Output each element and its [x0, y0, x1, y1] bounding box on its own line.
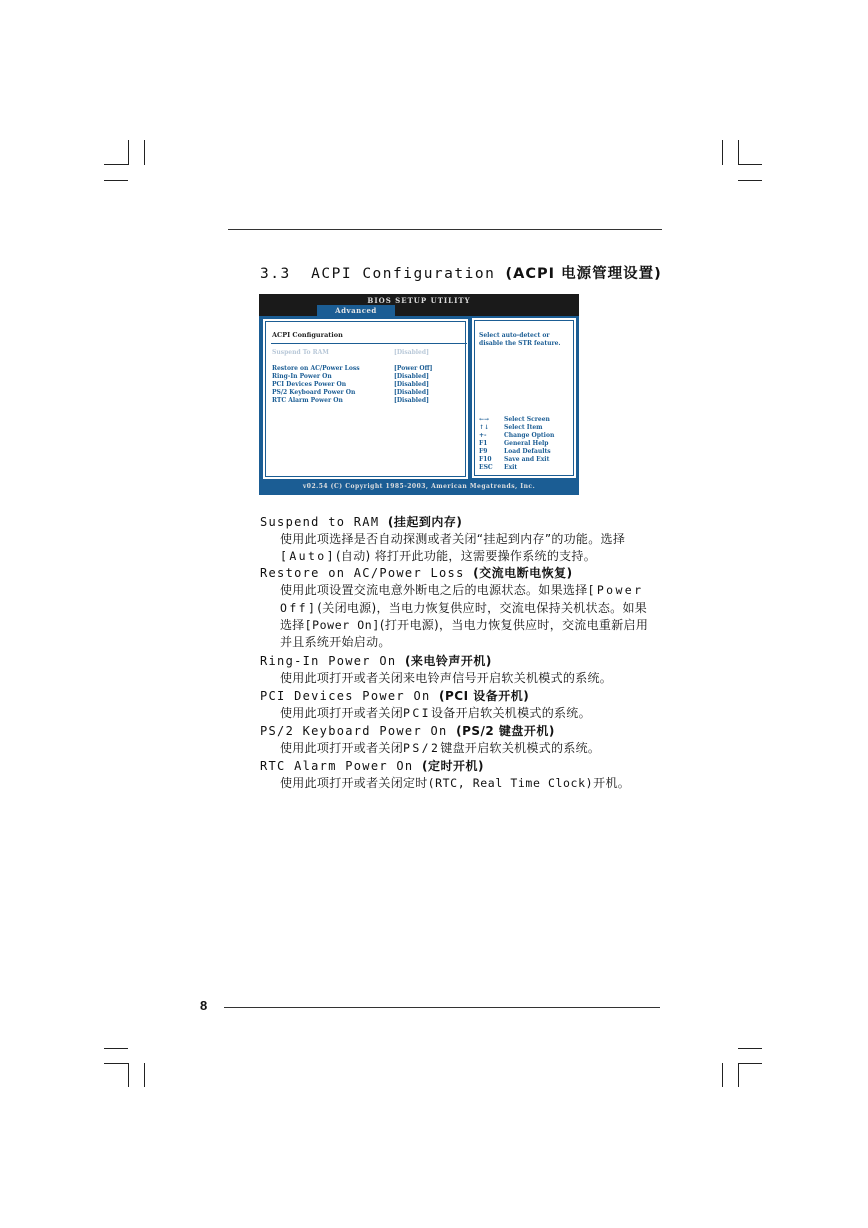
crop-mark — [104, 1048, 128, 1049]
item-text-restore-4: 并且系统开始启动。 — [280, 635, 391, 649]
mono-text: [Power On] — [304, 618, 380, 632]
crop-mark — [104, 164, 128, 165]
bios-main-panel — [262, 318, 469, 480]
item-heading-rtc — [260, 757, 484, 774]
bios-key-row — [479, 448, 554, 456]
item-text-restore-3 — [280, 616, 648, 633]
crop-mark — [722, 1063, 723, 1087]
bios-help-text: Select auto-detect or disable the STR feature. — [479, 332, 561, 347]
footer-rule — [224, 1007, 660, 1008]
text: (自动) 将打开此功能，这需要操作系统的支持。 — [335, 549, 597, 563]
item-text-ringin: 使用此项打开或者关闭来电铃声信号开启软关机模式的系统。 — [280, 671, 613, 685]
crop-mark — [738, 164, 762, 165]
bios-key-desc: Select Screen — [504, 416, 550, 423]
text: 选择 — [280, 618, 305, 632]
section-title-cn: (ACPI 电源管理设置) — [505, 266, 662, 282]
bios-panel-title: ACPI Configuration — [272, 331, 343, 339]
bios-key-legend — [479, 416, 554, 472]
text: 使用此项设置交流电意外断电之后的电源状态。如果选择 — [280, 583, 588, 597]
section-title-en: ACPI Configuration — [311, 266, 496, 282]
bios-divider — [271, 343, 467, 344]
bios-row-label: RTC Alarm Power On — [272, 397, 343, 404]
mono-text: PCI — [403, 706, 431, 720]
mono-text: PS/2 — [403, 741, 441, 755]
item-heading-en: Ring-In Power On — [260, 654, 397, 668]
header-rule — [228, 229, 662, 230]
item-heading-en: PCI Devices Power On — [260, 689, 431, 703]
bios-row-value: [Disabled] — [394, 381, 429, 388]
bios-key-desc: Select Item — [504, 424, 543, 431]
item-heading-pci — [260, 687, 529, 704]
item-heading-restore — [260, 564, 573, 581]
crop-mark — [144, 1063, 145, 1087]
item-text-ps2 — [280, 739, 600, 756]
page-number: 8 — [200, 998, 208, 1013]
section-title — [260, 262, 662, 283]
mono-text: [Power — [587, 583, 644, 597]
bios-help-panel — [472, 318, 576, 478]
bios-key: F10 — [479, 456, 492, 463]
section-number: 3.3 — [260, 266, 291, 282]
bios-key: ESC — [479, 464, 493, 471]
crop-mark — [104, 1063, 128, 1064]
bios-key-row — [479, 424, 554, 432]
bios-footer: v02.54 (C) Copyright 1985-2003, American Megatrends, Inc. — [302, 483, 536, 490]
bios-row-suspend — [272, 349, 429, 356]
bios-row-label: PCI Devices Power On — [272, 381, 347, 388]
bios-header-title: BIOS SETUP UTILITY — [367, 296, 471, 305]
item-text-restore-1 — [280, 581, 643, 598]
crop-mark — [722, 140, 723, 165]
bios-key-desc: Load Defaults — [504, 448, 551, 455]
bios-row-label: PS/2 Keyboard Power On — [272, 389, 356, 396]
bios-key-row — [479, 440, 554, 448]
bios-row-value: [Disabled] — [394, 389, 429, 396]
item-text-suspend-1: 使用此项选择是否自动探测或者关闭“挂起到内存”的功能。选择 — [280, 532, 626, 546]
text: 使用此项打开或者关闭 — [280, 706, 404, 720]
bios-row-value: [Disabled] — [394, 373, 429, 380]
item-heading-cn: (来电铃声开机) — [404, 654, 492, 668]
bios-key: F9 — [479, 448, 488, 455]
bios-screenshot — [259, 294, 579, 495]
item-heading-cn: (挂起到内存) — [387, 515, 463, 529]
text: 设备开启软关机模式的系统。 — [431, 706, 591, 720]
crop-mark — [738, 140, 739, 165]
bios-key-desc: General Help — [504, 440, 549, 447]
item-text-rtc — [280, 774, 630, 791]
item-heading-ps2 — [260, 722, 555, 739]
crop-mark — [128, 140, 129, 165]
bios-row-ringin — [272, 373, 429, 380]
item-text-suspend-2 — [280, 547, 596, 564]
item-heading-ringin — [260, 652, 492, 669]
item-heading-cn: (定时开机) — [421, 759, 484, 773]
mono-text: (RTC, Real Time Clock) — [427, 776, 594, 790]
text: 使用此项打开或者关闭 — [280, 741, 404, 755]
item-heading-en: Suspend to RAM — [260, 515, 380, 529]
bios-row-ps2 — [272, 389, 429, 396]
item-heading-en: PS/2 Keyboard Power On — [260, 724, 448, 738]
bios-row-value: [Disabled] — [394, 349, 429, 356]
item-heading-cn: (PCI 设备开机) — [439, 689, 530, 703]
item-heading-suspend — [260, 513, 462, 530]
crop-mark — [738, 1063, 762, 1064]
bios-key-row — [479, 464, 554, 472]
item-text-pci — [280, 704, 591, 721]
bios-key-row — [479, 432, 554, 440]
bios-key-row — [479, 456, 554, 464]
crop-mark — [128, 1063, 129, 1087]
crop-mark — [144, 140, 145, 165]
bios-row-label: Suspend To RAM — [272, 349, 329, 356]
bios-row-label: Ring-In Power On — [272, 373, 332, 380]
bios-key: ←→ — [479, 416, 490, 423]
item-heading-cn: (交流电断电恢复) — [473, 566, 573, 580]
text: (关闭电源)，当电力恢复供应时，交流电保持关机状态。如果 — [317, 601, 648, 615]
text: 使用此项打开或者关闭定时 — [280, 776, 428, 790]
bios-row-value: [Power Off] — [394, 365, 433, 372]
bios-key-desc: Change Option — [504, 432, 555, 439]
bios-key: F1 — [479, 440, 488, 447]
bios-key-desc: Save and Exit — [504, 456, 550, 463]
bios-row-restore — [272, 365, 433, 372]
crop-mark — [104, 180, 128, 181]
bios-key-desc: Exit — [504, 464, 518, 471]
bios-key-row — [479, 416, 554, 424]
mono-text: Off] — [280, 601, 318, 615]
mono-text: [Auto] — [280, 549, 336, 563]
bios-row-label: Restore on AC/Power Loss — [272, 365, 360, 372]
text: 键盘开启软关机模式的系统。 — [440, 741, 601, 755]
text: 开机。 — [593, 776, 631, 790]
text: (打开电源)，当电力恢复供应时，交流电重新启用 — [379, 618, 649, 632]
bios-row-rtc — [272, 397, 429, 404]
bios-key: +- — [479, 432, 487, 439]
bios-key: ↑↓ — [479, 424, 490, 431]
item-heading-en: RTC Alarm Power On — [260, 759, 414, 773]
bios-row-value: [Disabled] — [394, 397, 429, 404]
item-heading-en: Restore on AC/Power Loss — [260, 566, 465, 580]
crop-mark — [738, 1048, 762, 1049]
item-text-restore-2 — [280, 599, 647, 616]
bios-row-pci — [272, 381, 429, 388]
crop-mark — [738, 180, 762, 181]
item-heading-cn: (PS/2 键盘开机) — [456, 724, 555, 738]
crop-mark — [738, 1063, 739, 1087]
bios-tab-advanced: Advanced — [317, 305, 395, 316]
